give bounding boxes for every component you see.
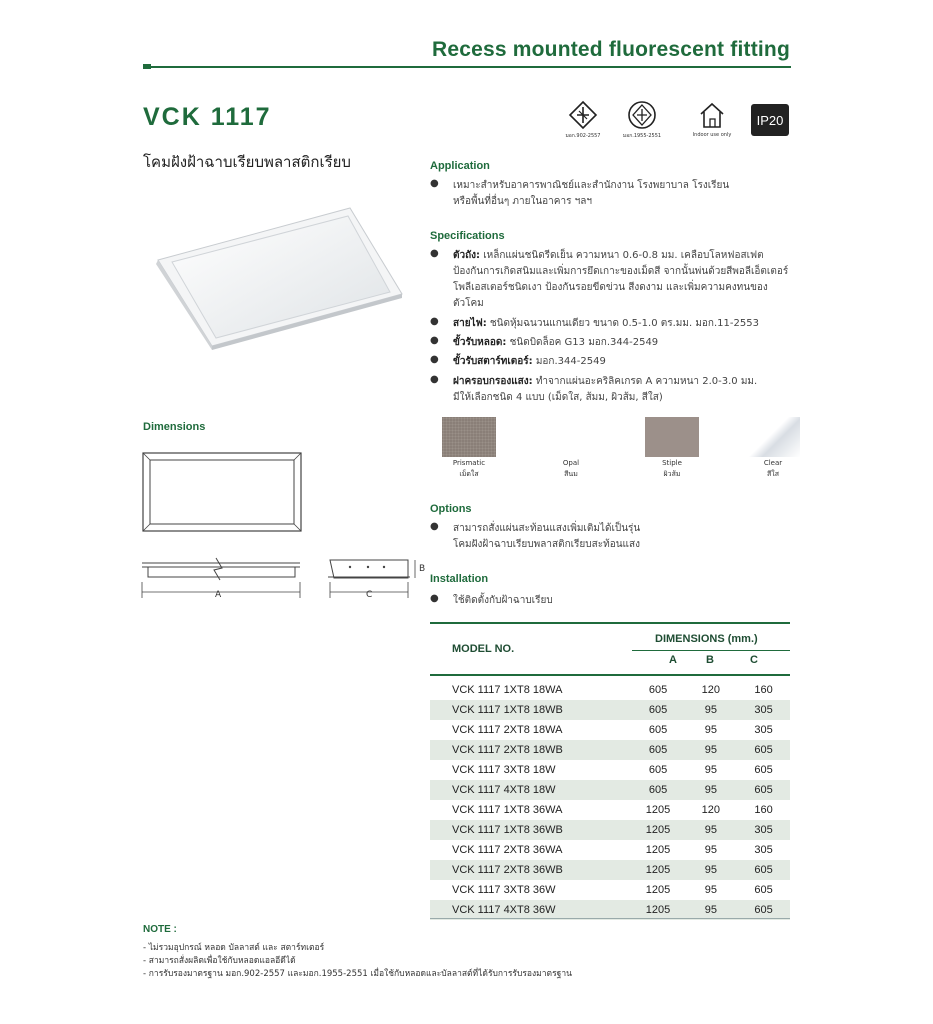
table-row [430, 740, 790, 760]
spec-text: มอก.344-2549 [535, 356, 606, 367]
tis-mark-icon [568, 100, 598, 130]
spec-line: โพลีเอสเตอร์ชนิดเงา ป้องกันรอยขีดข่วน สีงดงาม และเพิ่มความคงทนของ [453, 282, 768, 293]
swatch-opal [544, 417, 598, 457]
swatch-label: Opal [562, 459, 580, 467]
dim-c-cell: 305 [754, 704, 773, 716]
dim-c-cell: 605 [754, 904, 773, 916]
swatch-label-thai: ผิวส้ม [663, 470, 681, 478]
cert-label: มอก.1955-2551 [622, 133, 662, 139]
spec-label: ขั้วรับหลอด: [453, 337, 507, 348]
ip-rating-badge: IP20 [751, 104, 789, 136]
diffuser-swatch-opal [544, 417, 598, 479]
spec-item-diffuser [430, 374, 795, 406]
spec-line: มีให้เลือกชนิด 4 แบบ (เม็ดใส, ส้มม, ผิวส้ม, สีใส) [453, 392, 663, 403]
dim-label-a: A [215, 590, 222, 600]
swatch-label: Prismatic [452, 459, 486, 467]
application-heading: Application [430, 160, 490, 172]
product-thai-name: โคมฝังฝ้าฉาบเรียบพลาสติกเรียบ [143, 153, 351, 171]
dimensions-heading: Dimensions [143, 421, 206, 433]
dim-c-cell: 605 [754, 744, 773, 756]
model-table-body [430, 680, 790, 920]
model-cell: VCK 1117 2XT8 18WA [452, 724, 563, 736]
dim-c-cell: 605 [754, 764, 773, 776]
spec-line [453, 248, 795, 264]
model-cell: VCK 1117 4XT8 18W [452, 784, 556, 796]
model-table [430, 680, 790, 920]
note-line: - การรับรองมาตรฐาน มอก.902-2557 และมอก.1955-2551 เมื่อใช้กับหลอดและบัลลาสต์ที่ได้รับการรับรองมาตรฐาน [143, 969, 572, 979]
diffuser-swatch-prismatic [442, 417, 496, 479]
table-row [430, 720, 790, 740]
dim-a-cell: 605 [648, 784, 668, 796]
spec-line [453, 354, 795, 370]
bullet-dot: ● [430, 316, 439, 327]
product-code: VCK 1117 [143, 103, 272, 131]
dim-c-cell: 605 [754, 784, 773, 796]
cert-label: มอก.902-2557 [565, 133, 601, 139]
table-row [430, 820, 790, 840]
bullet-dot: ● [430, 354, 439, 365]
dim-a-cell: 605 [648, 684, 668, 696]
spec-label: ฝาครอบกรองแสง: [453, 376, 533, 387]
bullet-dot: ● [430, 374, 439, 385]
dim-a-cell: 1205 [645, 804, 671, 816]
dim-a-cell: 605 [648, 764, 668, 776]
cert-tis-1955 [612, 100, 672, 140]
spec-line: ตัวโคม [453, 298, 484, 309]
swatch-label-thai: เม็ดใส [459, 470, 479, 478]
dim-a-cell: 1205 [645, 844, 671, 856]
table-row [430, 800, 790, 820]
product-image [150, 200, 410, 350]
table-header-col-b: B [706, 654, 714, 666]
dim-b-cell: 95 [704, 704, 717, 716]
model-cell: VCK 1117 2XT8 36WB [452, 864, 563, 876]
dim-c-cell: 305 [754, 724, 773, 736]
spec-label: ขั้วรับสตาร์ทเตอร์: [453, 356, 533, 367]
dimension-drawing [140, 450, 430, 605]
table-row [430, 760, 790, 780]
table-header-col-c: C [750, 654, 758, 666]
swatch-prismatic [442, 417, 496, 457]
dim-c-cell: 605 [754, 884, 773, 896]
dim-b-cell: 95 [704, 744, 717, 756]
spec-item-starter-holder [430, 354, 795, 370]
installation-line: ใช้ติดตั้งกับฝ้าฉาบเรียบ [453, 595, 553, 606]
spec-item-lampholder [430, 335, 795, 351]
model-cell: VCK 1117 1XT8 36WB [452, 824, 563, 836]
spec-line [453, 316, 795, 332]
spec-label: ตัวถัง: [453, 250, 481, 261]
dim-c-cell: 160 [754, 684, 773, 696]
dim-a-cell: 1205 [645, 884, 671, 896]
spec-line [453, 374, 795, 390]
dim-b-cell: 95 [704, 824, 717, 836]
cert-tis-902 [553, 100, 613, 140]
dim-b-cell: 120 [701, 684, 721, 696]
cert-label: Indoor use only [692, 132, 732, 138]
indoor-house-icon [697, 100, 727, 130]
specifications-heading: Specifications [430, 230, 505, 242]
table-header-col-a: A [669, 654, 677, 666]
table-row [430, 880, 790, 900]
application-line: หรือพื้นที่อื่นๆ ภายในอาคาร ฯลฯ [453, 196, 592, 207]
swatch-label: Stiple [662, 459, 682, 467]
dim-c-cell: 605 [754, 864, 773, 876]
table-header-dimensions: DIMENSIONS (mm.) [655, 633, 758, 645]
bullet-dot: ● [430, 593, 439, 604]
bullet-dot: ● [430, 335, 439, 346]
note-line: - ไม่รวมอุปกรณ์ หลอด บัลลาสต์ และ สตาร์ทเตอร์ [143, 943, 325, 953]
installation-heading: Installation [430, 573, 489, 585]
dim-b-cell: 120 [701, 804, 721, 816]
options-line: สามารถสั่งแผ่นสะท้อนแสงเพิ่มเติมได้เป็นรุ่น [453, 523, 641, 534]
swatch-label: Clear [763, 459, 783, 467]
header-divider [143, 66, 791, 68]
application-line: เหมาะสำหรับอาคารพาณิชย์และสำนักงาน โรงพยาบาล โรงเรียน [453, 180, 730, 191]
spec-text: ชนิดหุ้มฉนวนแกนเดียว ขนาด 0.5-1.0 ตร.มม. มอก.11-2553 [489, 318, 759, 329]
dim-a-cell: 1205 [645, 904, 671, 916]
dim-b-cell: 95 [704, 764, 717, 776]
spec-text: เหล็กแผ่นชนิดรีดเย็น ความหนา 0.6-0.8 มม. เคลือบโลหฟอสเฟต [483, 250, 764, 261]
swatch-label-thai: สีใส [767, 470, 779, 478]
installation-item [430, 593, 795, 609]
table-top-rule [430, 622, 790, 624]
swatch-clear [746, 417, 800, 457]
bullet-dot: ● [430, 521, 439, 532]
spec-line [453, 335, 795, 351]
dim-label-c: C [366, 590, 373, 600]
model-cell: VCK 1117 3XT8 36W [452, 884, 556, 896]
options-item [430, 521, 795, 553]
notes-heading: NOTE : [143, 924, 177, 935]
dim-a-cell: 605 [648, 704, 668, 716]
table-header-rule [632, 650, 790, 651]
model-cell: VCK 1117 1XT8 18WA [452, 684, 563, 696]
dim-c-cell: 160 [754, 804, 773, 816]
table-row [430, 860, 790, 880]
dim-label-b: B [419, 564, 426, 574]
table-row [430, 680, 790, 700]
table-row [430, 900, 790, 920]
table-row [430, 780, 790, 800]
tis-safety-mark-icon [627, 100, 657, 130]
dim-b-cell: 95 [704, 904, 717, 916]
options-line: โคมฝังฝ้าฉาบเรียบพลาสติกเรียบสะท้อนแสง [453, 539, 640, 550]
spec-item-wire [430, 316, 795, 332]
dim-a-cell: 1205 [645, 824, 671, 836]
dim-a-cell: 605 [648, 744, 668, 756]
model-cell: VCK 1117 3XT8 18W [452, 764, 556, 776]
model-cell: VCK 1117 2XT8 36WA [452, 844, 563, 856]
dim-b-cell: 95 [704, 844, 717, 856]
model-cell: VCK 1117 2XT8 18WB [452, 744, 563, 756]
spec-item-body [430, 248, 795, 312]
bullet-dot: ● [430, 178, 439, 189]
dim-c-cell: 305 [754, 844, 773, 856]
application-item [430, 178, 795, 210]
swatch-stiple [645, 417, 699, 457]
table-header-bottom-rule [430, 674, 790, 676]
model-cell: VCK 1117 4XT8 36W [452, 904, 556, 916]
swatch-label-thai: สีนม [564, 470, 578, 478]
table-row [430, 700, 790, 720]
note-line: - สามารถสั่งผลิตเพื่อใช้กับหลอดแอลอีดีได้ [143, 956, 296, 966]
dim-b-cell: 95 [704, 784, 717, 796]
dim-a-cell: 1205 [645, 864, 671, 876]
diffuser-swatch-clear [746, 417, 800, 479]
spec-label: สายไฟ: [453, 318, 487, 329]
options-heading: Options [430, 503, 472, 515]
dim-a-cell: 605 [648, 724, 668, 736]
spec-line: ป้องกันการเกิดสนิมและเพิ่มการยึดเกาะของเม็ดสี จากนั้นพ่นด้วยสีพอลีเอ็ตเตอร์ [453, 266, 789, 277]
spec-text: ทำจากแผ่นอะคริลิคเกรด A ความหนา 2.0-3.0 มม. [535, 376, 758, 387]
page-header-title: Recess mounted fluorescent fitting [431, 38, 790, 61]
table-end-rule [430, 918, 790, 919]
model-cell: VCK 1117 1XT8 36WA [452, 804, 563, 816]
table-row [430, 840, 790, 860]
bullet-dot: ● [430, 248, 439, 259]
spec-text: ชนิดบิดล็อค G13 มอก.344-2549 [509, 337, 659, 348]
diffuser-swatch-stiple [645, 417, 699, 479]
cert-indoor-use [682, 100, 742, 138]
header-divider-accent [143, 64, 151, 69]
model-cell: VCK 1117 1XT8 18WB [452, 704, 563, 716]
dim-b-cell: 95 [704, 884, 717, 896]
dim-b-cell: 95 [704, 724, 717, 736]
table-header-model: MODEL NO. [452, 643, 515, 655]
dim-c-cell: 305 [754, 824, 773, 836]
dim-b-cell: 95 [704, 864, 717, 876]
